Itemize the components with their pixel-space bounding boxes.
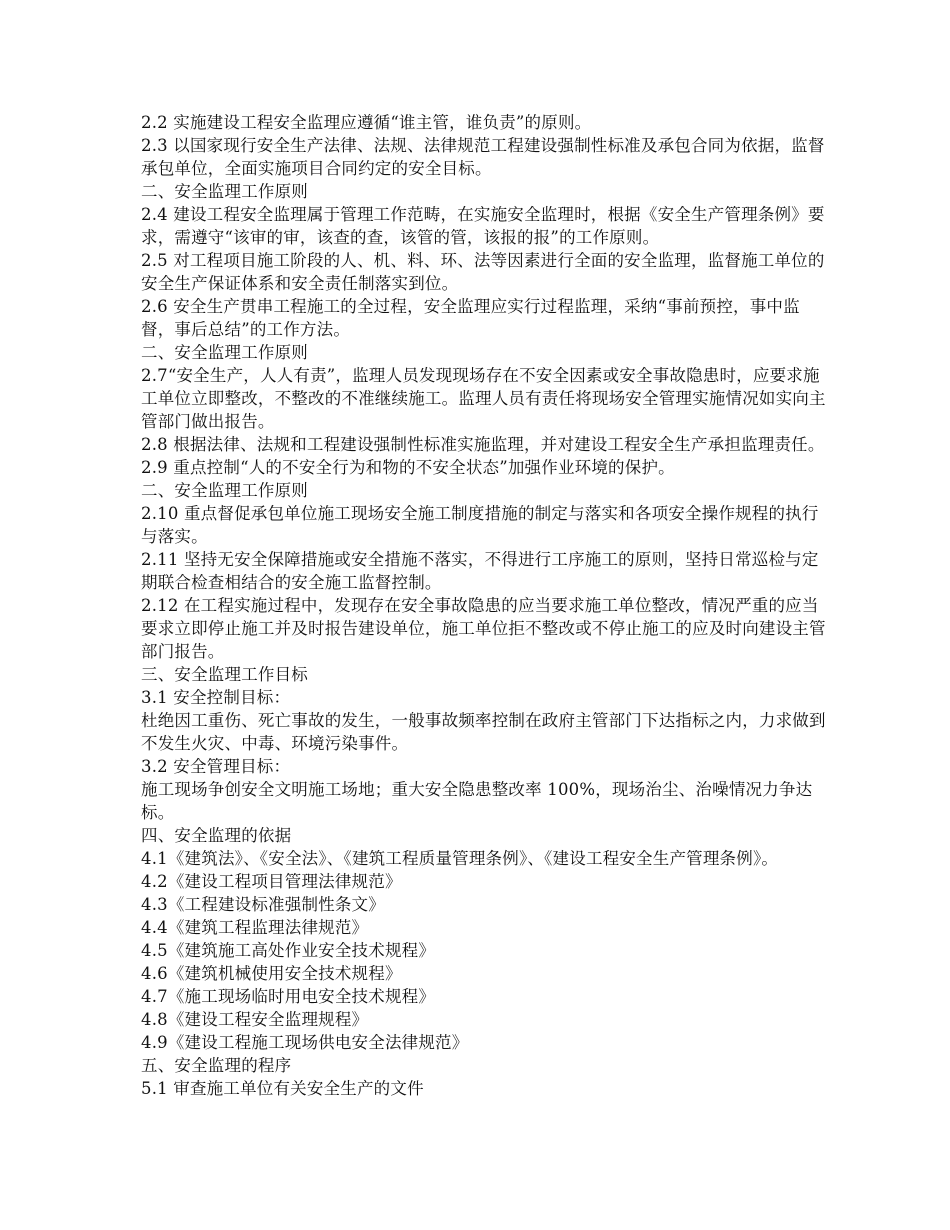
section-heading: 四、安全监理的依据: [141, 826, 292, 845]
section-heading: 二、安全监理工作原则: [141, 481, 308, 500]
paragraph-4-7: 4.7《施工现场临时用电安全技术规程》: [141, 987, 436, 1006]
paragraph-4-9: 4.9《建设工程施工现场供电安全法律规范》: [141, 1033, 469, 1052]
section-heading: 二、安全监理工作原则: [141, 343, 308, 362]
paragraph-3-1-body: 杜绝因工重伤、死亡事故的发生，一般事故频率控制在政府主管部门下达指标之内，力求做到不发生火灾、中毒、环境污染事件。: [141, 711, 826, 753]
paragraph-3-2: 3.2 安全管理目标：: [141, 757, 291, 776]
paragraph-2-8: 2.8 根据法律、法规和工程建设强制性标准实施监理，并对建设工程安全生产承担监理责任。: [141, 435, 825, 454]
paragraph-5-1: 5.1 审查施工单位有关安全生产的文件: [141, 1079, 424, 1098]
paragraph-2-6: 2.6 安全生产贯串工程施工的全过程，安全监理应实行过程监理，采纳“事前预控，事中监督，事后总结”的工作方法。: [141, 297, 800, 339]
paragraph-4-1: 4.1《建筑法》、《安全法》、《建筑工程质量管理条例》、《建设工程安全生产管理条例》。: [141, 849, 779, 868]
paragraph-2-4: 2.4 建设工程安全监理属于管理工作范畴，在实施安全监理时，根据《安全生产管理条例》要求，需遵守“该审的审，该查的查，该管的管，该报的报”的工作原则。: [141, 205, 825, 247]
paragraph-4-5: 4.5《建筑施工高处作业安全技术规程》: [141, 941, 436, 960]
paragraph-2-7: 2.7“安全生产，人人有责”，监理人员发现现场存在不安全因素或安全事故隐患时，应要求施工单位立即整改，不整改的不准继续施工。监理人员有责任将现场安全管理实施情况如实向主管部门做出报告。: [141, 366, 826, 431]
paragraph-4-2: 4.2《建设工程项目管理法律规范》: [141, 872, 402, 891]
paragraph-2-10: 2.10 重点督促承包单位施工现场安全施工制度措施的制定与落实和各项安全操作规程的执行与落实。: [141, 504, 819, 546]
paragraph-3-1: 3.1 安全控制目标：: [141, 688, 291, 707]
paragraph-4-6: 4.6《建筑机械使用安全技术规程》: [141, 964, 402, 983]
section-heading: 二、安全监理工作原则: [141, 182, 308, 201]
document-body: [141, 111, 831, 1100]
paragraph-2-2: 2.2 实施建设工程安全监理应遵循“谁主管，谁负责”的原则。: [141, 113, 592, 132]
paragraph-2-11: 2.11 坚持无安全保障措施或安全措施不落实，不得进行工序施工的原则，坚持日常巡检与定期联合检查相结合的安全施工监督控制。: [141, 550, 819, 592]
paragraph-2-9: 2.9 重点控制“人的不安全行为和物的不安全状态”加强作业环境的保护。: [141, 458, 675, 477]
paragraph-3-2-body: 施工现场争创安全文明施工场地；重大安全隐患整改率 100%，现场治尘、治噪情况力争达标。: [141, 780, 813, 822]
paragraph-2-3: 2.3 以国家现行安全生产法律、法规、法律规范工程建设强制性标准及承包合同为依据，监督承包单位，全面实施项目合同约定的安全目标。: [141, 136, 825, 178]
paragraph-2-12: 2.12 在工程实施过程中，发现存在安全事故隐患的应当要求施工单位整改，情况严重的应当要求立即停止施工并及时报告建设单位，施工单位拒不整改或不停止施工的应及时向建设主管部门报告。: [141, 596, 826, 661]
paragraph-4-3: 4.3《工程建设标准强制性条文》: [141, 895, 385, 914]
paragraph-2-5: 2.5 对工程项目施工阶段的人、机、料、环、法等因素进行全面的安全监理，监督施工单位的安全生产保证体系和安全责任制落实到位。: [141, 251, 825, 293]
section-heading: 三、安全监理工作目标: [141, 665, 308, 684]
paragraph-4-8: 4.8《建设工程安全监理规程》: [141, 1010, 369, 1029]
paragraph-4-4: 4.4《建筑工程监理法律规范》: [141, 918, 369, 937]
section-heading: 五、安全监理的程序: [141, 1056, 292, 1075]
